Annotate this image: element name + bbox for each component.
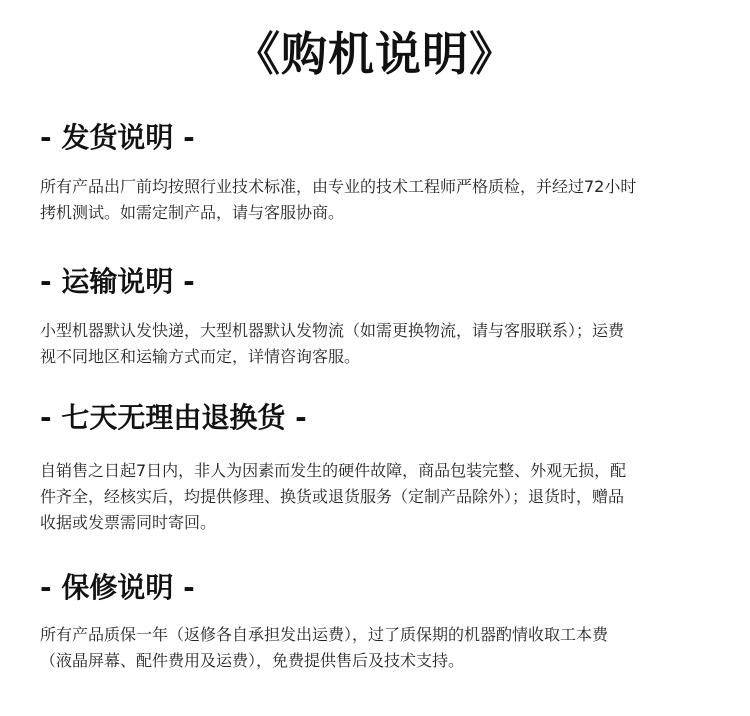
body-line: 拷机测试。如需定制产品，请与客服协商。 — [40, 203, 345, 222]
body-line: （液晶屏幕、配件费用及运费），免费提供售后及技术支持。 — [40, 651, 465, 670]
body-line: 收据或发票需同时寄回。 — [40, 513, 217, 532]
section-shipping — [40, 120, 720, 226]
body-line: 自销售之日起7日内，非人为因素而发生的硬件故障，商品包装完整、外观无损，配 — [40, 461, 627, 480]
section-seven-day-return — [40, 400, 720, 536]
section-heading: - 七天无理由退换货 - — [40, 401, 307, 434]
body-line: 所有产品质保一年（返修各自承担发出运费），过了质保期的机器酌情收取工本费 — [40, 625, 609, 644]
body-line: 视不同地区和运输方式而定，详情咨询客服。 — [40, 347, 361, 366]
section-heading: - 发货说明 - — [40, 121, 195, 154]
body-line: 件齐全，经核实后，均提供修理、换货或退货服务（定制产品除外）；退货时，赠品 — [40, 487, 625, 506]
section-body — [40, 622, 720, 674]
section-transport — [40, 264, 720, 370]
section-heading: - 保修说明 - — [40, 571, 195, 604]
section-body — [40, 458, 720, 536]
body-line: 小型机器默认发快递，大型机器默认发物流（如需更换物流，请与客服联系）；运费 — [40, 321, 625, 340]
section-heading: - 运输说明 - — [40, 265, 195, 298]
section-warranty — [40, 570, 720, 674]
page-title: 《购机说明》 — [234, 27, 516, 81]
section-body — [40, 174, 720, 226]
body-line: 所有产品出厂前均按照行业技术标准，由专业的技术工程师严格质检，并经过72小时 — [40, 177, 637, 196]
section-body — [40, 318, 720, 370]
